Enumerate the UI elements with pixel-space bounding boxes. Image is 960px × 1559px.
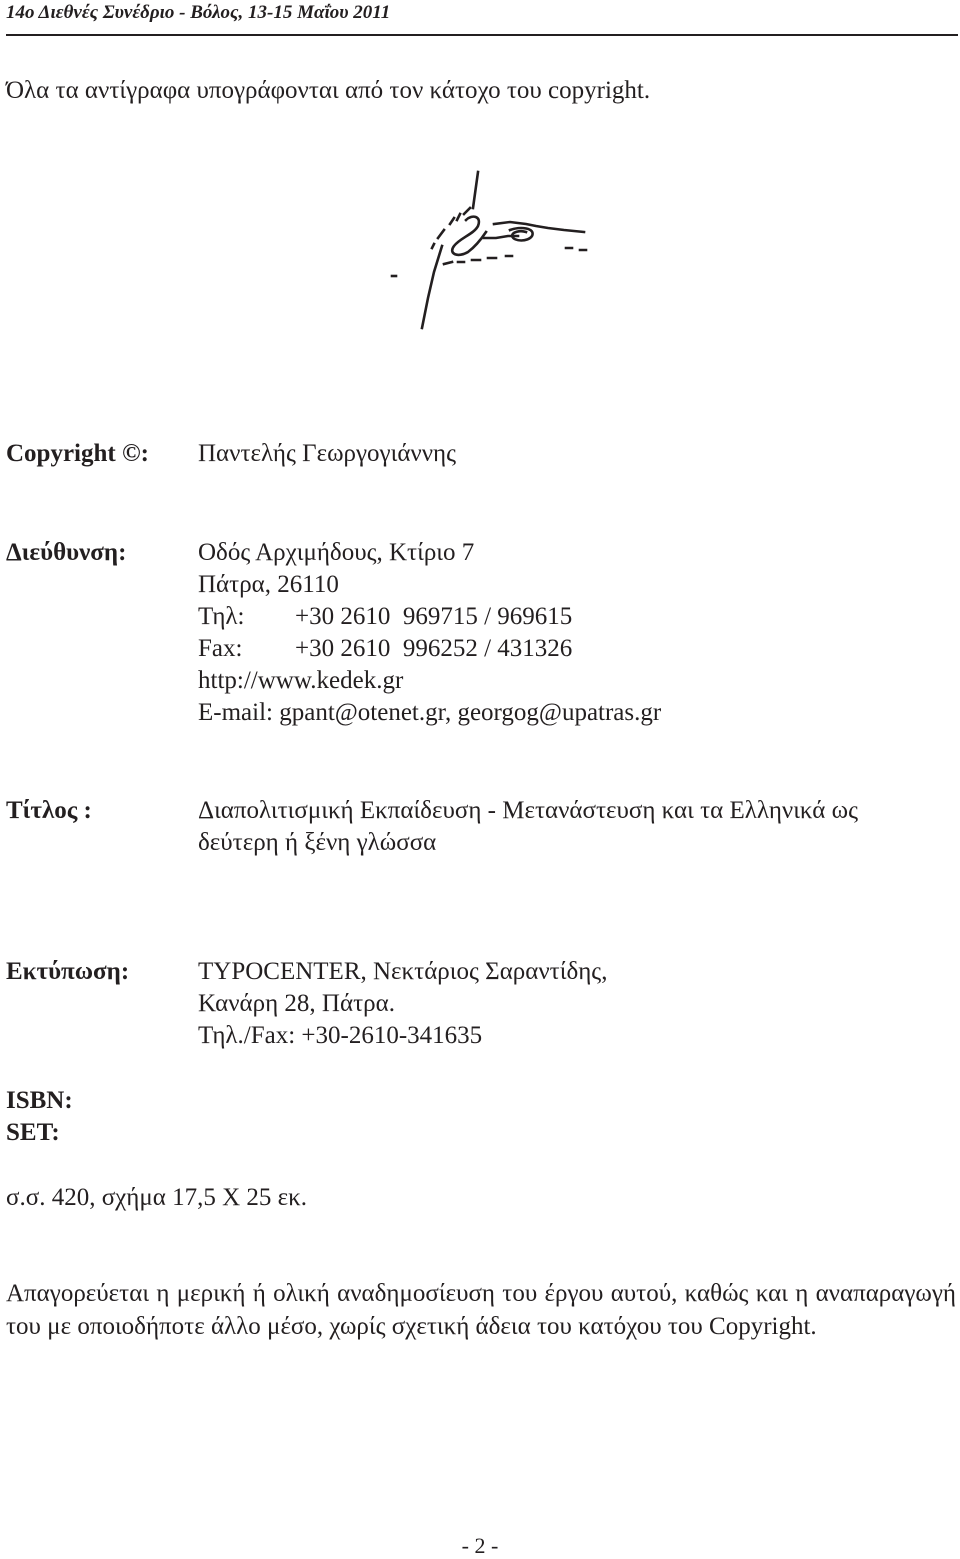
phone-line (198, 601, 572, 633)
fax-line (198, 633, 572, 665)
page-number: - 2 - (461, 1533, 499, 1558)
copyright-holder: Παντελής Γεωργογιάννης (198, 440, 457, 467)
website-link[interactable]: http://www.kedek.gr (198, 667, 404, 694)
copyright-label: Copyright ©: (6, 440, 149, 467)
copies-notice: Όλα τα αντίγραφα υπογράφονται από τον κάτοχο του copyright. (6, 77, 651, 104)
isbn-label: ISBN: (6, 1087, 73, 1114)
book-title-line2: δεύτερη ή ξένη γλώσσα (198, 829, 437, 856)
printing-label: Εκτύπωση: (6, 958, 130, 985)
running-header: 14ο Διεθνές Συνέδριο - Βόλος, 13-15 Μαΐου 2011 (6, 2, 391, 23)
rights-notice: Απαγορεύεται η μερική ή ολική αναδημοσίευση του έργου αυτού, καθώς και η αναπαραγωγή του με οποιοδήποτε άλλο μέσο, χωρίς σχετική άδεια του κατόχου του Copyright. (6, 1280, 956, 1340)
title-label: Τίτλος : (6, 797, 92, 824)
address-street: Οδός Αρχιμήδους, Κτίριο 7 (198, 539, 475, 566)
email-line: E-mail: gpant@otenet.gr, georgog@upatras.gr (198, 699, 662, 726)
set-label: SET: (6, 1119, 60, 1146)
address-label: Διεύθυνση: (6, 539, 127, 566)
phone-label: Τηλ: (198, 603, 245, 630)
printer-address: Κανάρη 28, Πάτρα. (198, 990, 395, 1017)
header-rule (6, 34, 958, 36)
phone-numbers: +30 2610 969715 / 969615 (295, 603, 573, 630)
book-title-line1: Διαπολιτισμική Εκπαίδευση - Μετανάστευση και τα Ελληνικά ως (198, 797, 859, 824)
address-city: Πάτρα, 26110 (198, 571, 339, 598)
signature-image (386, 168, 596, 336)
fax-numbers: +30 2610 996252 / 431326 (295, 635, 573, 662)
printer-phone: Τηλ./Fax: +30-2610-341635 (198, 1022, 483, 1049)
book-specs: σ.σ. 420, σχήμα 17,5 Χ 25 εκ. (6, 1184, 308, 1211)
printer-name: TYPOCENTER, Νεκτάριος Σαραντίδης, (198, 958, 608, 985)
fax-label: Fax: (198, 635, 243, 662)
